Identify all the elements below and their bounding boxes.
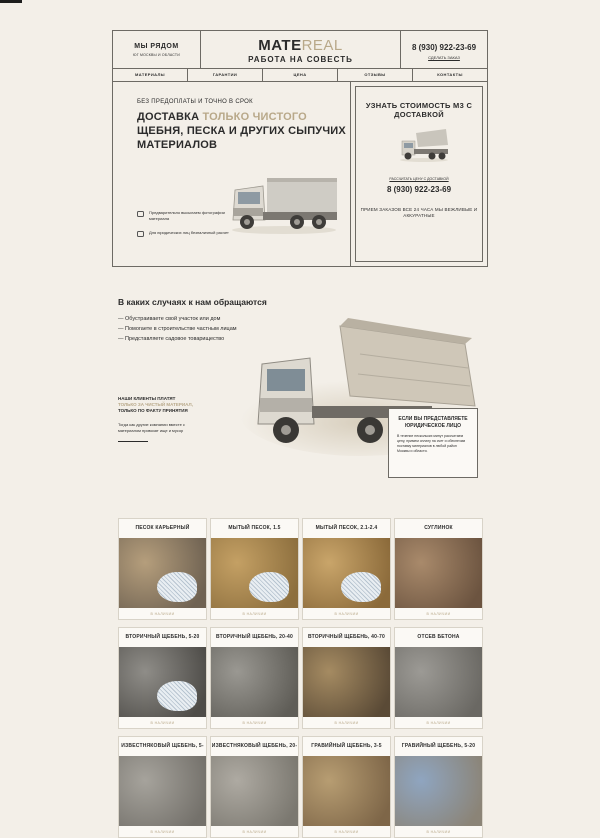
product-photo	[211, 647, 298, 717]
price-box	[355, 86, 483, 262]
nav-reviews[interactable]: ОТЗЫВЫ	[338, 69, 413, 81]
product-card[interactable]	[118, 736, 207, 838]
availability-label: В НАЛИЧИИ	[426, 830, 451, 834]
hero-title	[137, 110, 347, 152]
hand-icon	[341, 572, 381, 602]
product-card[interactable]	[302, 627, 391, 729]
divider	[118, 441, 148, 442]
product-name: ИЗВЕСТНЯКОВЫЙ ЩЕБЕНЬ, 20-	[211, 743, 298, 749]
availability-label: В НАЛИЧИИ	[242, 830, 267, 834]
product-name: ГРАВИЙНЫЙ ЩЕБЕНЬ, 3-5	[311, 743, 382, 749]
order-link[interactable]: СДЕЛАТЬ ЗАКАЗ	[428, 55, 460, 60]
product-name: МЫТЫЙ ПЕСОК, 1.5	[228, 525, 281, 531]
hero-truck-image	[229, 170, 339, 236]
clients-accent: ТОЛЬКО ЗА ЧИСТЫЙ МАТЕРИАЛ,	[118, 402, 193, 407]
product-photo	[395, 647, 482, 717]
feature-cashless	[137, 230, 229, 237]
product-card[interactable]	[302, 736, 391, 838]
clients-b: ТОЛЬКО ПО ФАКТУ ПРИНЯТИЯ	[118, 408, 188, 413]
product-card[interactable]	[210, 627, 299, 729]
availability-label: В НАЛИЧИИ	[150, 721, 175, 725]
logo[interactable]	[201, 38, 400, 53]
product-photo	[303, 538, 390, 608]
contact-block	[401, 31, 487, 68]
product-name: ВТОРИЧНЫЙ ЩЕБЕНЬ, 5-20	[125, 634, 200, 640]
product-name: ИЗВЕСТНЯКОВЫЙ ЩЕБЕНЬ, 5-	[121, 743, 204, 749]
feature-cashless-text: Для юридических лиц безналичный расчет	[149, 230, 229, 235]
hand-icon	[249, 572, 289, 602]
hero-title-b: ЩЕБНЯ, ПЕСКА И ДРУГИХ СЫПУЧИХ МАТЕРИАЛОВ	[137, 125, 346, 151]
legal-description: В течение нескольких минут рассчитаем цену, примем оплату на счет и обеспечим поставку материалов в любой район Москвы и области.	[397, 434, 466, 453]
hero	[113, 82, 487, 266]
availability-label: В НАЛИЧИИ	[426, 612, 451, 616]
cases-title: В каких случаях к нам обращаются	[118, 297, 267, 307]
product-card[interactable]	[210, 736, 299, 838]
product-card[interactable]	[394, 627, 483, 729]
product-photo	[119, 756, 206, 826]
header	[113, 31, 487, 69]
availability-label: В НАЛИЧИИ	[334, 612, 359, 616]
nav-materials[interactable]: МАТЕРИАЛЫ	[113, 69, 188, 81]
box-note: ПРИЕМ ЗАКАЗОВ ВСЕ 24 ЧАСА МЫ ВЕЖЛИВЫЕ И АККУРАТНЫЕ	[360, 207, 478, 218]
availability-label: В НАЛИЧИИ	[150, 830, 175, 834]
slogan: РАБОТА НА СОВЕСТЬ	[248, 55, 353, 64]
legal-entity-card[interactable]	[388, 408, 478, 478]
case-item: — Представляете садовое товарищество	[118, 336, 225, 342]
clients-a: НАШИ КЛИЕНТЫ ПЛАТЯТ	[118, 396, 176, 401]
nav-guarantees[interactable]: ГАРАНТИИ	[188, 69, 263, 81]
product-card[interactable]	[394, 518, 483, 620]
legal-title: ЕСЛИ ВЫ ПРЕДСТАВЛЯЕТЕ ЮРИДИЧЕСКОЕ ЛИЦО	[398, 416, 468, 429]
price-question: УЗНАТЬ СТОИМОСТЬ М3 С ДОСТАВКОЙ	[365, 101, 473, 119]
others-note: Тогда как другие компании вместе с материалом привозят ище и мусор	[118, 422, 185, 433]
product-name: МЫТЫЙ ПЕСОК, 2.1-2.4	[315, 525, 378, 531]
product-photo	[211, 538, 298, 608]
header-frame	[112, 30, 488, 267]
hero-title-accent: ТОЛЬКО ЧИСТОГО	[202, 111, 307, 123]
location-title: МЫ РЯДОМ	[134, 43, 179, 50]
hand-icon	[157, 681, 197, 711]
calc-link[interactable]: РАССЧИТАТЬ ЦЕНУ С ДОСТАВКОЙ	[389, 177, 449, 181]
availability-label: В НАЛИЧИИ	[426, 721, 451, 725]
product-photo	[395, 756, 482, 826]
case-item: — Обустраиваете свой участок или дом	[118, 316, 221, 322]
product-photo	[303, 647, 390, 717]
product-card[interactable]	[302, 518, 391, 620]
product-photo	[303, 756, 390, 826]
hero-left	[113, 82, 351, 266]
product-name: ВТОРИЧНЫЙ ЩЕБЕНЬ, 40-70	[308, 634, 385, 640]
product-photo	[211, 756, 298, 826]
product-photo	[119, 538, 206, 608]
camera-icon	[137, 211, 144, 217]
product-photo	[119, 647, 206, 717]
availability-label: В НАЛИЧИИ	[242, 612, 267, 616]
logo-bold: MATE	[258, 37, 302, 54]
location-block	[113, 31, 201, 68]
product-photo	[395, 538, 482, 608]
product-name: ВТОРИЧНЫЙ ЩЕБЕНЬ, 20-40	[216, 634, 293, 640]
feature-photos	[137, 210, 229, 221]
hero-title-a: ДОСТАВКА	[137, 111, 203, 123]
hero-right	[351, 82, 487, 266]
main-nav	[113, 69, 487, 82]
logo-light: REAL	[301, 37, 343, 54]
hero-pretitle: БЕЗ ПРЕДОПЛАТЫ И ТОЧНО В СРОК	[137, 99, 253, 105]
availability-label: В НАЛИЧИИ	[334, 721, 359, 725]
clients-note	[118, 396, 203, 414]
card-icon	[137, 231, 144, 237]
availability-label: В НАЛИЧИИ	[334, 830, 359, 834]
product-card[interactable]	[394, 736, 483, 838]
box-phone[interactable]: 8 (930) 922-23-69	[386, 185, 452, 194]
small-truck-image	[398, 127, 450, 163]
product-card[interactable]	[210, 518, 299, 620]
location-subtitle: ЮГ МОСКВЫ И ОБЛАСТИ	[133, 53, 180, 57]
nav-price[interactable]: ЦЕНА	[263, 69, 338, 81]
case-item: — Помогаете в строительстве частным лицам	[118, 326, 237, 332]
header-phone[interactable]: 8 (930) 922-23-69	[411, 43, 477, 52]
top-corner-bar	[0, 0, 22, 3]
hand-icon	[157, 572, 197, 602]
product-name: ОТСЕВ БЕТОНА	[417, 634, 460, 640]
product-name: ГРАВИЙНЫЙ ЩЕБЕНЬ, 5-20	[401, 743, 476, 749]
product-card[interactable]	[118, 518, 207, 620]
availability-label: В НАЛИЧИИ	[150, 612, 175, 616]
nav-contacts[interactable]: КОНТАКТЫ	[437, 72, 463, 77]
availability-label: В НАЛИЧИИ	[242, 721, 267, 725]
feature-photos-text: Предварительно высылаем фотографии материала	[149, 210, 225, 221]
product-name: СУГЛИНОК	[424, 525, 453, 531]
logo-block[interactable]	[201, 31, 401, 68]
product-name: ПЕСОК КАРЬЕРНЫЙ	[135, 525, 190, 531]
product-card[interactable]	[118, 627, 207, 729]
